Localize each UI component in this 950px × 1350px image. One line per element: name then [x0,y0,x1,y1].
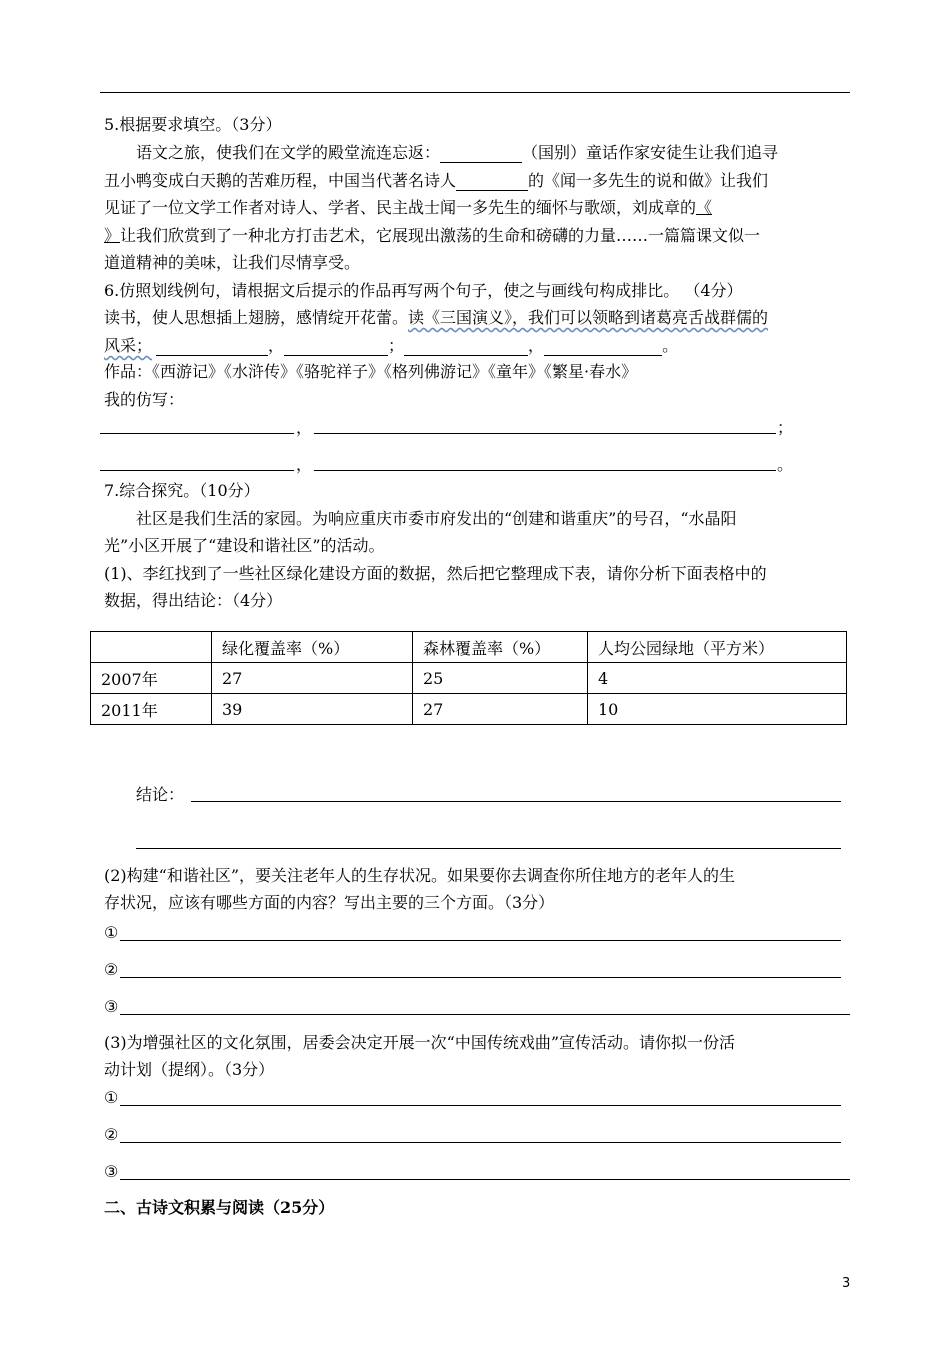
table-cell: 10 [588,694,847,725]
example-sentence: 读《三国演义》，我们可以领略到诸葛亮舌战群儒的 [408,308,769,327]
sub2-marker-3: ③ [104,997,119,1016]
semi-1: ； [777,418,794,437]
sub2-answer-line-1[interactable] [120,939,841,941]
imitation-2a-line[interactable] [100,469,294,471]
q7-sub1-line2: 数据，得出结论：（4分） [104,591,283,610]
q7-sub1-line1: (1)、李红找到了一些社区绿化建设方面的数据，然后把它整理成下表，请你分析下面表格中的 [104,564,767,583]
data-table [90,631,847,725]
q6-works: 作品：《西游记》《水浒传》《骆驼祥子》《格列佛游记》《童年》《繁星·春水》 [104,362,638,381]
q7-sub3-line2: 动计划（提纲）。（3分） [104,1060,275,1079]
imitation-1b-line[interactable] [314,432,776,434]
table-header-cell: 森林覆盖率（%） [413,632,588,663]
sub3-marker-2: ② [104,1125,119,1144]
q7-title: 7.综合探究。（10分） [104,481,260,500]
sub2-answer-line-2[interactable] [120,976,841,978]
blank-d[interactable] [544,337,662,356]
q7-sub3-line1: (3)为增强社区的文化氛围，居委会决定开展一次“中国传统戏曲”宣传活动。请你拟一份活 [104,1033,736,1052]
q6-title: 6.仿照划线例句，请根据文后提示的作品再写两个句子，使之与画线句构成排比。 （4分） [104,281,743,300]
q5-line-3: 见证了一位文学工作者对诗人、学者、民主战士闻一多先生的缅怀与歌颂，刘成章的《 [104,198,713,217]
imitation-1a-line[interactable] [100,432,294,434]
sub2-marker-2: ② [104,960,119,979]
table-cell: 2007年 [91,663,212,694]
period-2: 。 [777,455,794,474]
table-row [91,694,847,725]
table-cell: 25 [413,663,588,694]
sub2-answer-line-3[interactable] [120,1013,850,1015]
q5-line-1: 语文之旅，使我们在文学的殿堂流连忘返： （国别）童话作家安徒生让我们追寻 [136,143,779,162]
comma-1: ， [296,418,313,437]
table-cell: 39 [212,694,413,725]
table-cell: 27 [212,663,413,694]
q7-intro-2: 光”小区开展了“建设和谐社区”的活动。 [104,536,385,555]
sub3-answer-line-2[interactable] [120,1141,841,1143]
imitation-2b-line[interactable] [314,469,776,471]
table-cell: 27 [413,694,588,725]
conclusion-line-2[interactable] [136,847,841,849]
header-rule [100,92,850,93]
q5-line-2: 丑小鸭变成白天鹅的苦难历程，中国当代著名诗人 的《闻一多先生的说和做》让我们 [104,171,769,190]
q5-title: 5.根据要求填空。（3分） [104,115,282,134]
table-cell: 4 [588,663,847,694]
blank-poet[interactable] [456,172,528,191]
sub3-answer-line-1[interactable] [120,1104,841,1106]
q7-sub2-line1: (2)构建“和谐社区”，要关注老年人的生存状况。如果要你去调查你所住地方的老年人的生 [104,866,736,885]
blank-c[interactable] [404,337,528,356]
table-cell: 2011年 [91,694,212,725]
q7-sub2-line2: 存状况，应该有哪些方面的内容？写出主要的三个方面。（3分） [104,893,555,912]
q6-mine-label: 我的仿写： [104,390,185,409]
conclusion-line-1[interactable] [191,800,841,802]
q5-line-5: 道道精神的美味，让我们尽情享受。 [104,253,361,272]
sub3-marker-3: ③ [104,1162,119,1181]
q6-line-2: 风采； ， ； ， 。 [104,336,679,355]
table-header-cell: 人均公园绿地（平方米） [588,632,847,663]
blank-b[interactable] [284,337,388,356]
blank-country[interactable] [440,144,522,163]
page-number: 3 [842,1276,851,1291]
table-header-cell: 绿化覆盖率（%） [212,632,413,663]
blank-a[interactable] [156,337,268,356]
section-2-heading: 二、古诗文积累与阅读（25分） [104,1198,335,1217]
conclusion-label: 结论： [136,785,185,804]
comma-2: ， [296,455,313,474]
sub3-marker-1: ① [104,1088,119,1107]
q7-intro-1: 社区是我们生活的家园。为响应重庆市委市府发出的“创建和谐重庆”的号召，“水晶阳 [136,509,737,528]
sub2-marker-1: ① [104,923,119,942]
sub3-answer-line-3[interactable] [120,1178,850,1180]
table-row [91,663,847,694]
table-header-cell [91,632,212,663]
q6-line-1: 读书，使人思想插上翅膀，感情绽开花蕾。读《三国演义》，我们可以领略到诸葛亮舌战群儒的 [104,308,769,327]
q5-line-4: 》让我们欣赏到了一种北方打击艺术，它展现出激荡的生命和磅礴的力量……一篇篇课文似一 [104,226,761,245]
table-header-row [91,632,847,663]
